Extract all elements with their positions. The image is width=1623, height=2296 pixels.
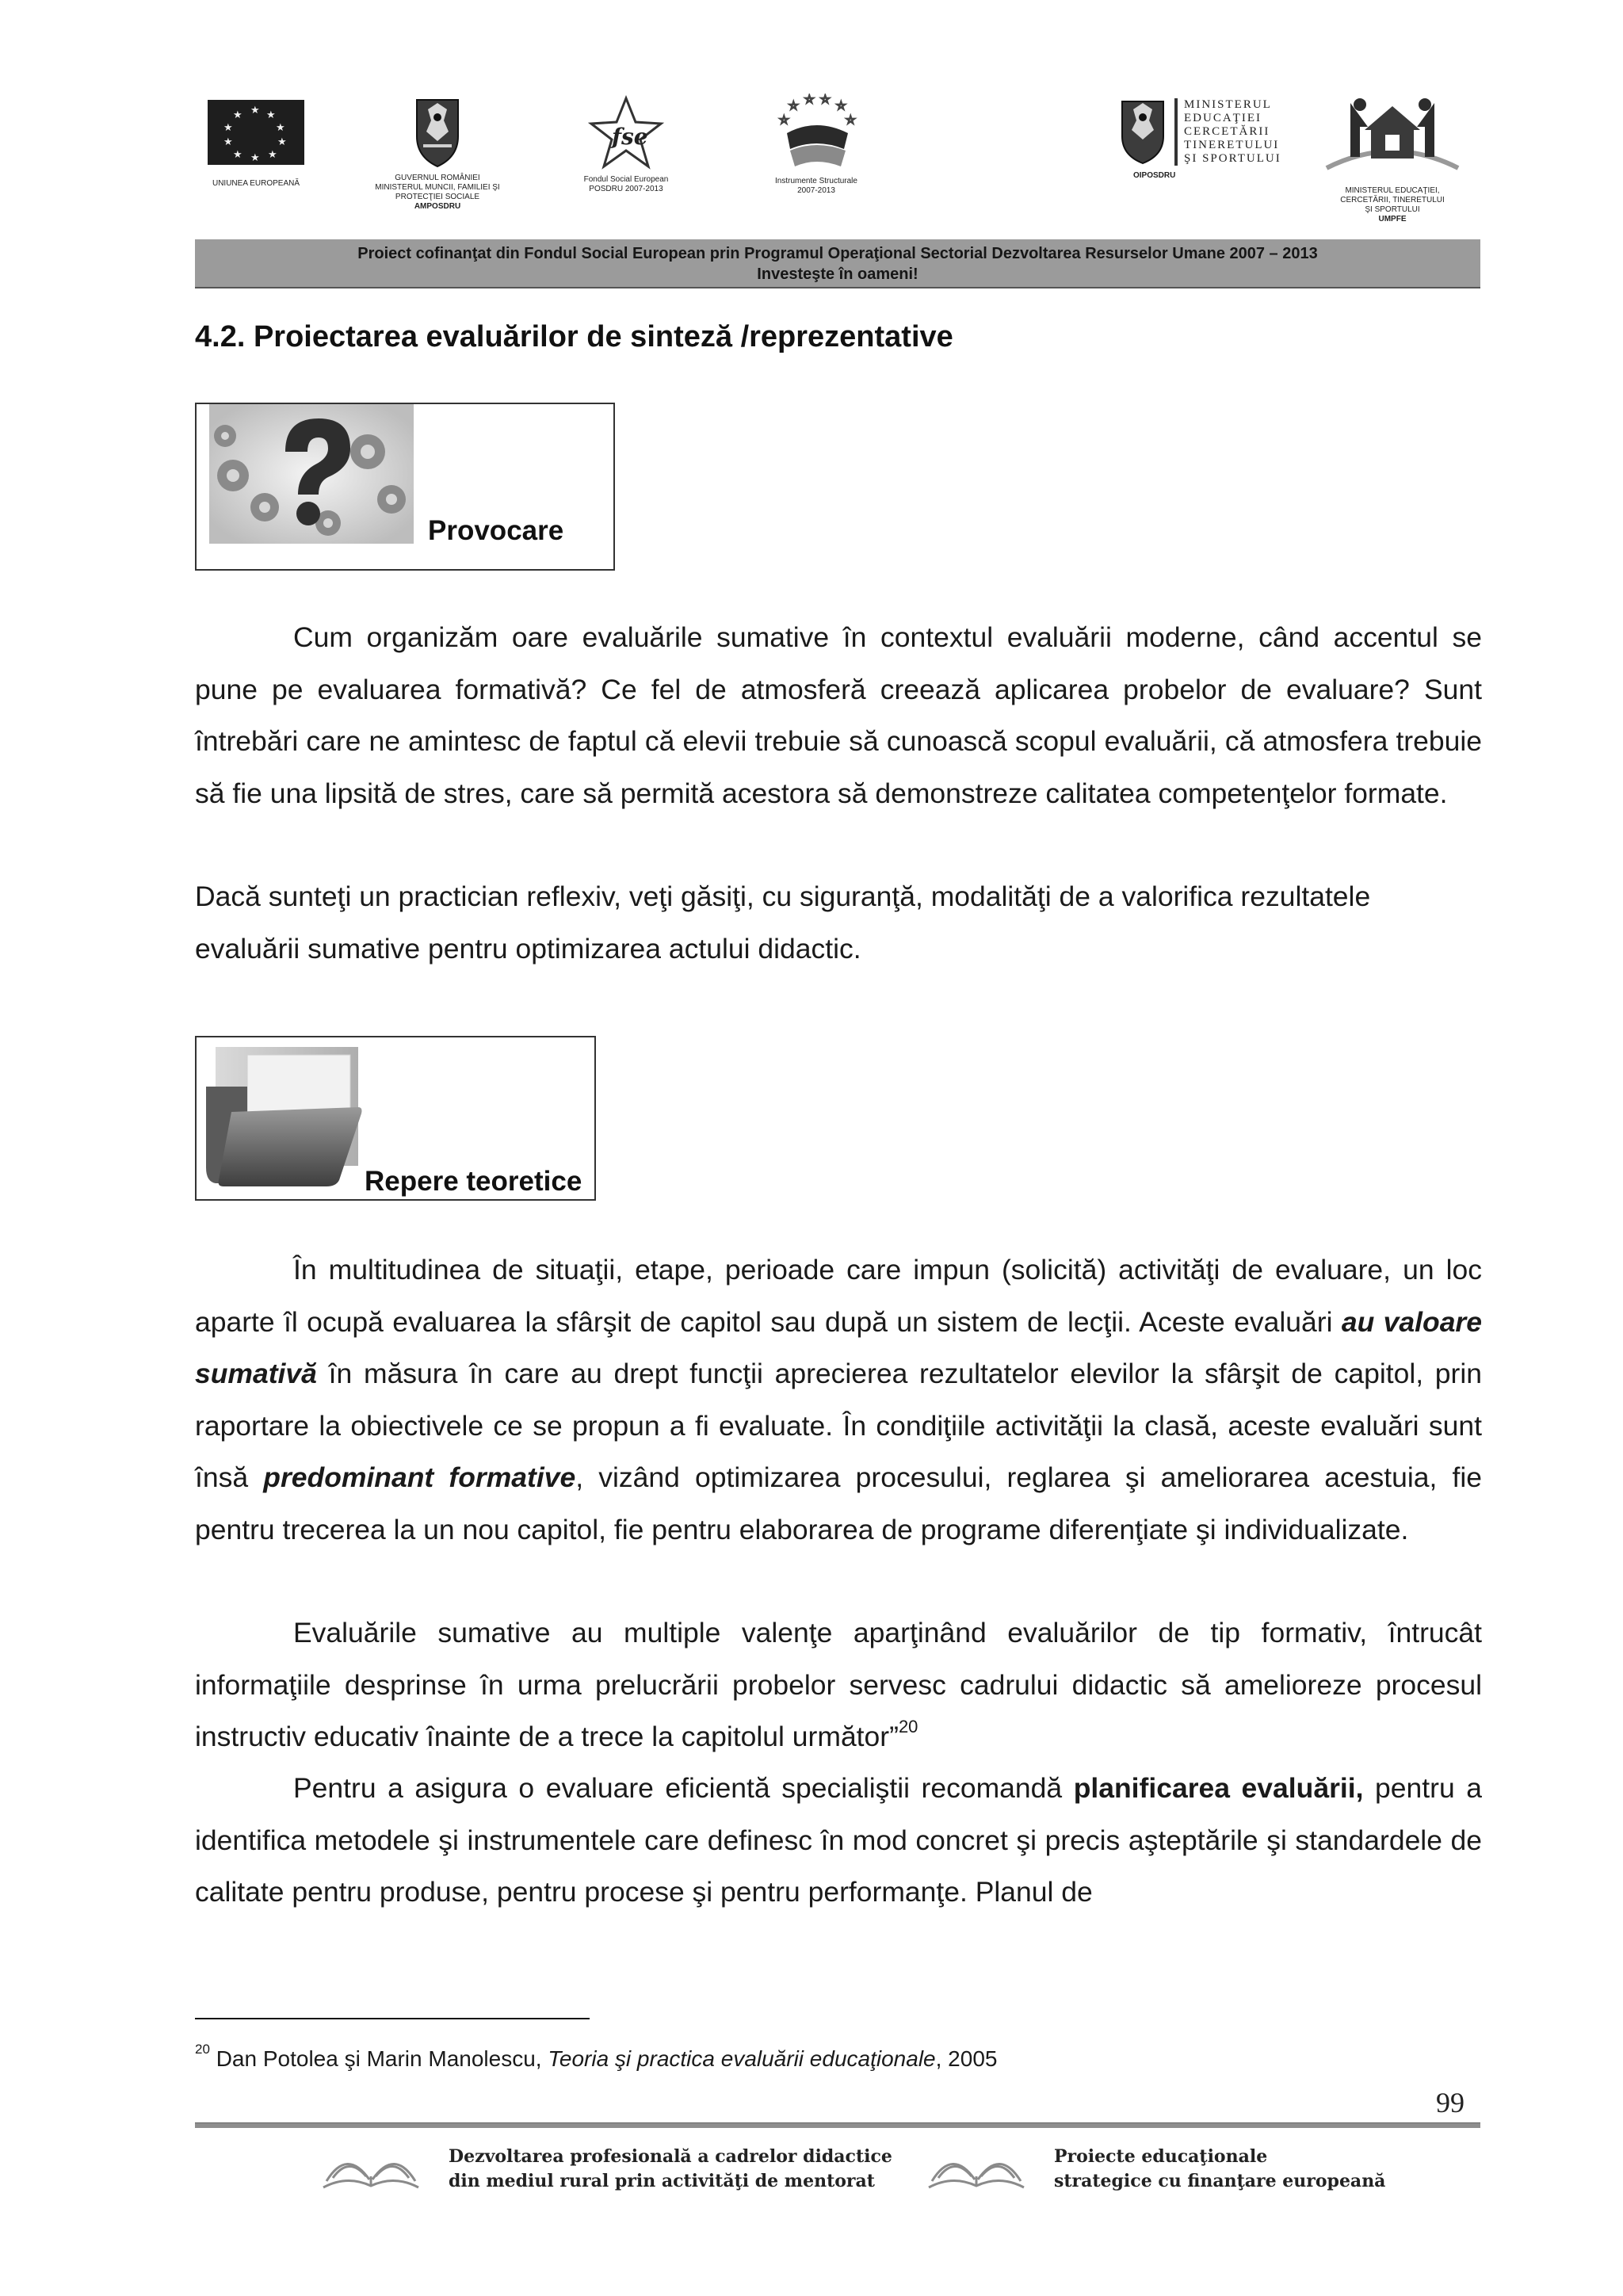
footer-left-line-2: din mediul rural prin activităţi de mentorat bbox=[449, 2171, 875, 2191]
gov-caption-bold: AMPOSDRU bbox=[414, 202, 461, 211]
umpfe-logo bbox=[1317, 95, 1468, 224]
gov-caption-1: GUVERNUL ROMÂNIEI bbox=[395, 174, 480, 182]
page-number: 99 bbox=[1436, 2087, 1465, 2118]
umpfe-caption-2: CERCETĂRII, TINERETULUI bbox=[1340, 196, 1445, 204]
svg-text:☆: ☆ bbox=[804, 94, 815, 105]
footnote-title: Teoria şi practica evaluării educaţionale bbox=[548, 2046, 936, 2071]
repere-p1-text-b: în măsura în care au drept funcţii aprecierea rezultatelor elevilor la sfârşit de capitol, prin raportare la obiectivele ce se propun a fi evaluate. În condiţiile activităţii la clasă, aceste evaluări sunt însă bbox=[195, 1358, 1482, 1493]
svg-text:☆: ☆ bbox=[779, 113, 789, 126]
footnote-separator bbox=[195, 2018, 590, 2019]
footer-left-line-1: Dezvoltarea profesională a cadrelor didactice bbox=[449, 2146, 892, 2167]
banner-line-2: Investeşte în oameni! bbox=[757, 266, 918, 283]
eu-logo bbox=[197, 100, 315, 189]
ministry-line-2: EDUCAŢIEI bbox=[1184, 112, 1262, 124]
si-caption-2: 2007-2013 bbox=[797, 186, 835, 195]
repere-p1-text-a: În multitudinea de situaţii, etape, perioade care impun (solicită) activităţi de evaluare, un loc aparte îl ocupă evaluarea la sfârşit de capitol sau după un sistem de lecţii. Aceste evaluări bbox=[195, 1254, 1482, 1338]
repere-paragraph-2 bbox=[195, 1607, 1482, 1763]
footnote bbox=[195, 2041, 998, 2072]
fse-logo bbox=[571, 95, 682, 194]
repere-p3-text-a: Pentru a asigura o evaluare eficientă specialiştii recomandă bbox=[293, 1772, 1074, 1804]
fse-caption-1: Fondul Social European bbox=[583, 175, 669, 184]
cofinancing-banner bbox=[195, 239, 1480, 288]
si-caption-1: Instrumente Structurale bbox=[775, 177, 857, 185]
provocare-paragraph-2: Dacă sunteţi un practician reflexiv, veţi găsiţi, cu siguranţă, modalităţi de a valorifica rezultatele evaluării sumative pentru optimizarea actului didactic. bbox=[195, 881, 1371, 965]
footer-separator bbox=[195, 2122, 1480, 2128]
repere-p1-text-c: , vizând optimizarea procesului, reglarea şi ameliorarea acestuia, fie pentru trecerea la un nou capitol, fie pentru elaborarea de programe diferenţiate şi individualizate. bbox=[195, 1461, 1482, 1545]
fse-caption-2: POSDRU 2007-2013 bbox=[589, 185, 663, 193]
structural-instruments-logo bbox=[761, 94, 872, 196]
repere-p1-emphasis-2: predominant formative bbox=[263, 1461, 576, 1493]
provocare-box bbox=[195, 403, 615, 571]
ministry-logo bbox=[1119, 98, 1293, 181]
repere-p1-emphasis-1: au valoare sumativă bbox=[195, 1305, 1482, 1389]
svg-text:☆: ☆ bbox=[836, 99, 846, 112]
footnote-number: 20 bbox=[195, 2041, 210, 2057]
structural-instruments-icon bbox=[773, 94, 860, 173]
ministry-caption-bold: OIPOSDRU bbox=[1133, 171, 1176, 180]
svg-text:fse: fse bbox=[612, 124, 648, 150]
section-title: 4.2. Proiectarea evaluărilor de sinteză /reprezentative bbox=[195, 320, 953, 353]
repere-paragraph-3 bbox=[195, 1763, 1482, 1919]
ministry-line-5: ŞI SPORTULUI bbox=[1184, 152, 1281, 165]
footer-right-line-1: Proiecte educaţionale bbox=[1054, 2146, 1268, 2167]
ministry-line-3: CERCETĂRII bbox=[1184, 125, 1270, 138]
gov-caption-2: MINISTERUL MUNCII, FAMILIEI ŞI bbox=[375, 183, 500, 192]
umpfe-caption-bold: UMPFE bbox=[1378, 215, 1407, 223]
footer-right-line-2: strategice cu finanţare europeană bbox=[1054, 2171, 1386, 2191]
repere-teoretice-box bbox=[195, 1036, 596, 1201]
svg-text:☆: ☆ bbox=[820, 94, 831, 105]
open-book-icon-right bbox=[922, 2140, 1030, 2199]
ministry-crest-icon bbox=[1119, 98, 1167, 166]
footnote-reference[interactable]: 20 bbox=[898, 1717, 918, 1737]
footnote-year: , 2005 bbox=[935, 2046, 998, 2071]
umpfe-caption-3: ŞI SPORTULUI bbox=[1365, 205, 1420, 214]
footnote-authors: Dan Potolea şi Marin Manolescu, bbox=[209, 2046, 548, 2071]
svg-text:☆: ☆ bbox=[846, 113, 856, 126]
gov-caption-3: PROTECŢIEI SOCIALE bbox=[395, 193, 480, 201]
repere-p3-text-b: pentru a identifica metodele şi instrumentele care definesc în mod concret şi precis aşteptările şi standardele de calitate pentru produse, pentru procese şi pentru performanţe. Planul de bbox=[195, 1772, 1482, 1908]
eu-flag-icon: ★ ★ ★ ★ ★ ★ ★ ★ ★ ★ bbox=[208, 100, 304, 165]
svg-text:☆: ☆ bbox=[789, 99, 799, 112]
repere-paragraph-1 bbox=[195, 1244, 1482, 1556]
repere-p2-text: Evaluările sumative au multiple valenţe aparţinând evaluărilor de tip formativ, întrucât informaţiile desprinse în urma prelucrării probelor servesc cadrului didactic să amelioreze procesul instructiv educativ înainte de a trece la capitolul următor” bbox=[195, 1617, 1482, 1752]
footer-right-text bbox=[1054, 2145, 1385, 2194]
banner-line-1: Proiect cofinanţat din Fondul Social European prin Programul Operaţional Sectorial Dezvoltarea Resurselor Umane 2007 – 2013 bbox=[357, 245, 1318, 262]
provocare-label: Provocare bbox=[428, 515, 564, 546]
open-book-icon-left bbox=[317, 2140, 425, 2199]
repere-label: Repere teoretice bbox=[365, 1166, 582, 1197]
umpfe-house-icon bbox=[1319, 95, 1466, 182]
repere-p3-emphasis: planificarea evaluării, bbox=[1073, 1772, 1364, 1804]
umpfe-caption-1: MINISTERUL EDUCAŢIEI, bbox=[1345, 186, 1440, 195]
provocare-paragraph-1: Cum organizăm oare evaluările sumative în contextul evaluării moderne, când accentul se pune pe evaluarea formativă? Ce fel de atmosferă creează aplicarea probelor de evaluare? Sunt întrebări care ne amintesc de faptul că elevii trebuie să cunoască scopul evaluării, că atmosfera trebuie să fie una lipsită de stres, care să permită acestora să demonstreze calitatea competenţelor formate. bbox=[195, 621, 1482, 809]
footer-left-text bbox=[449, 2145, 892, 2194]
eu-caption: UNIUNEA EUROPEANĂ bbox=[212, 179, 300, 188]
question-gears-icon bbox=[209, 404, 414, 544]
government-logo bbox=[366, 97, 509, 212]
ministry-line-4: TINERETULUI bbox=[1184, 139, 1280, 151]
romanian-crest-icon bbox=[412, 97, 463, 170]
ministry-line-1: MINISTERUL bbox=[1184, 98, 1272, 111]
fse-star-icon bbox=[588, 95, 664, 171]
